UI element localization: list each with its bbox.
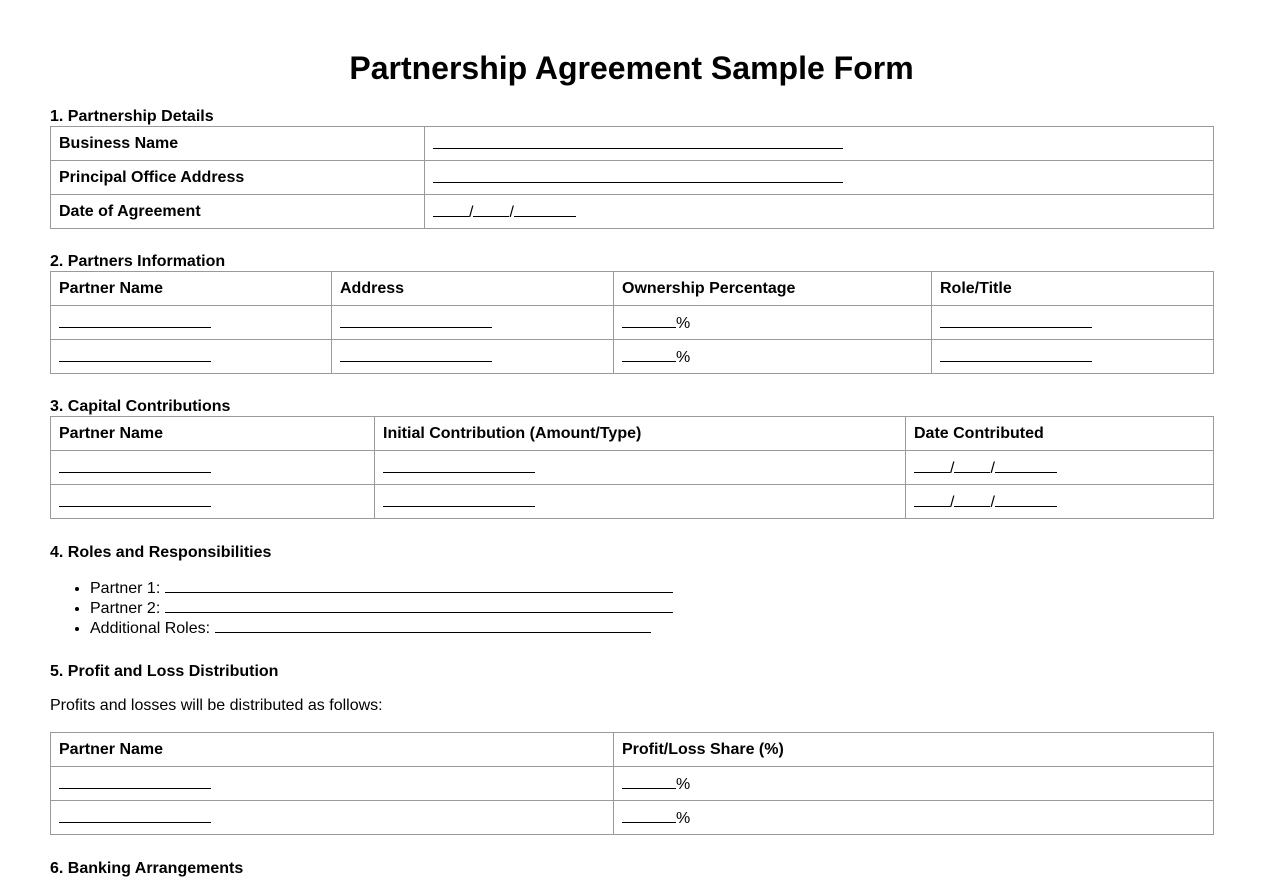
table-header-row [51,272,1214,306]
profit-loss-table [50,732,1214,835]
table-row [51,485,1214,519]
column-header-partner-name: Partner Name [51,272,332,306]
table-row [51,195,1214,229]
partner-name-field[interactable] [51,801,614,835]
column-header-ownership-percentage: Ownership Percentage [614,272,932,306]
table-row [51,801,1214,835]
column-header-profit-loss-share: Profit/Loss Share (%) [614,733,1214,767]
table-row [51,161,1214,195]
partners-information-table [50,271,1214,374]
role-title-field[interactable] [932,306,1214,340]
principal-office-address-label: Principal Office Address [51,161,425,195]
partner-name-field[interactable] [51,306,332,340]
date-contributed-field[interactable]: / / [906,451,1214,485]
table-header-row [51,733,1214,767]
roles-list [50,578,1213,638]
ownership-percentage-field[interactable]: % [614,340,932,374]
column-header-date-contributed: Date Contributed [906,417,1214,451]
column-header-role-title: Role/Title [932,272,1214,306]
table-row [51,306,1214,340]
section-title-partners-information: 2. Partners Information [50,253,226,270]
ownership-percentage-field[interactable]: % [614,306,932,340]
partner-name-field[interactable] [51,485,375,519]
partner-name-field[interactable] [51,340,332,374]
profit-loss-share-field[interactable]: % [614,801,1214,835]
date-of-agreement-label: Date of Agreement [51,195,425,229]
initial-contribution-field[interactable] [375,451,906,485]
list-item [90,618,1213,638]
table-row [51,340,1214,374]
column-header-address: Address [332,272,614,306]
date-of-agreement-field[interactable]: / / [425,195,1214,229]
section-title-partnership-details: 1. Partnership Details [50,108,214,125]
partnership-details-table [50,126,1214,229]
section-title-banking-arrangements: 6. Banking Arrangements [50,860,244,877]
initial-contribution-field[interactable] [375,485,906,519]
partner-1-label: Partner 1: [90,580,161,597]
capital-contributions-table [50,416,1214,519]
profit-loss-description: Profits and losses will be distributed as follows: [50,697,383,714]
business-name-field[interactable] [425,127,1214,161]
column-header-initial-contribution: Initial Contribution (Amount/Type) [375,417,906,451]
partner-name-field[interactable] [51,451,375,485]
table-row [51,767,1214,801]
column-header-partner-name: Partner Name [51,733,614,767]
partner-address-field[interactable] [332,340,614,374]
partner-1-role-field[interactable] [165,578,673,593]
table-header-row [51,417,1214,451]
list-item [90,598,1213,618]
section-title-profit-loss: 5. Profit and Loss Distribution [50,663,279,680]
table-row [51,451,1214,485]
table-row [51,127,1214,161]
partner-2-label: Partner 2: [90,600,161,617]
partner-name-field[interactable] [51,767,614,801]
list-item [90,578,1213,598]
additional-roles-field[interactable] [215,618,651,633]
business-name-label: Business Name [51,127,425,161]
additional-roles-label: Additional Roles: [90,620,211,637]
role-title-field[interactable] [932,340,1214,374]
form-page [50,0,1213,878]
section-title-capital-contributions: 3. Capital Contributions [50,398,231,415]
column-header-partner-name: Partner Name [51,417,375,451]
principal-office-address-field[interactable] [425,161,1214,195]
partner-address-field[interactable] [332,306,614,340]
section-title-roles-responsibilities: 4. Roles and Responsibilities [50,544,272,561]
profit-loss-share-field[interactable]: % [614,767,1214,801]
partner-2-role-field[interactable] [165,598,673,613]
date-contributed-field[interactable]: / / [906,485,1214,519]
page-title: Partnership Agreement Sample Form [349,50,914,86]
